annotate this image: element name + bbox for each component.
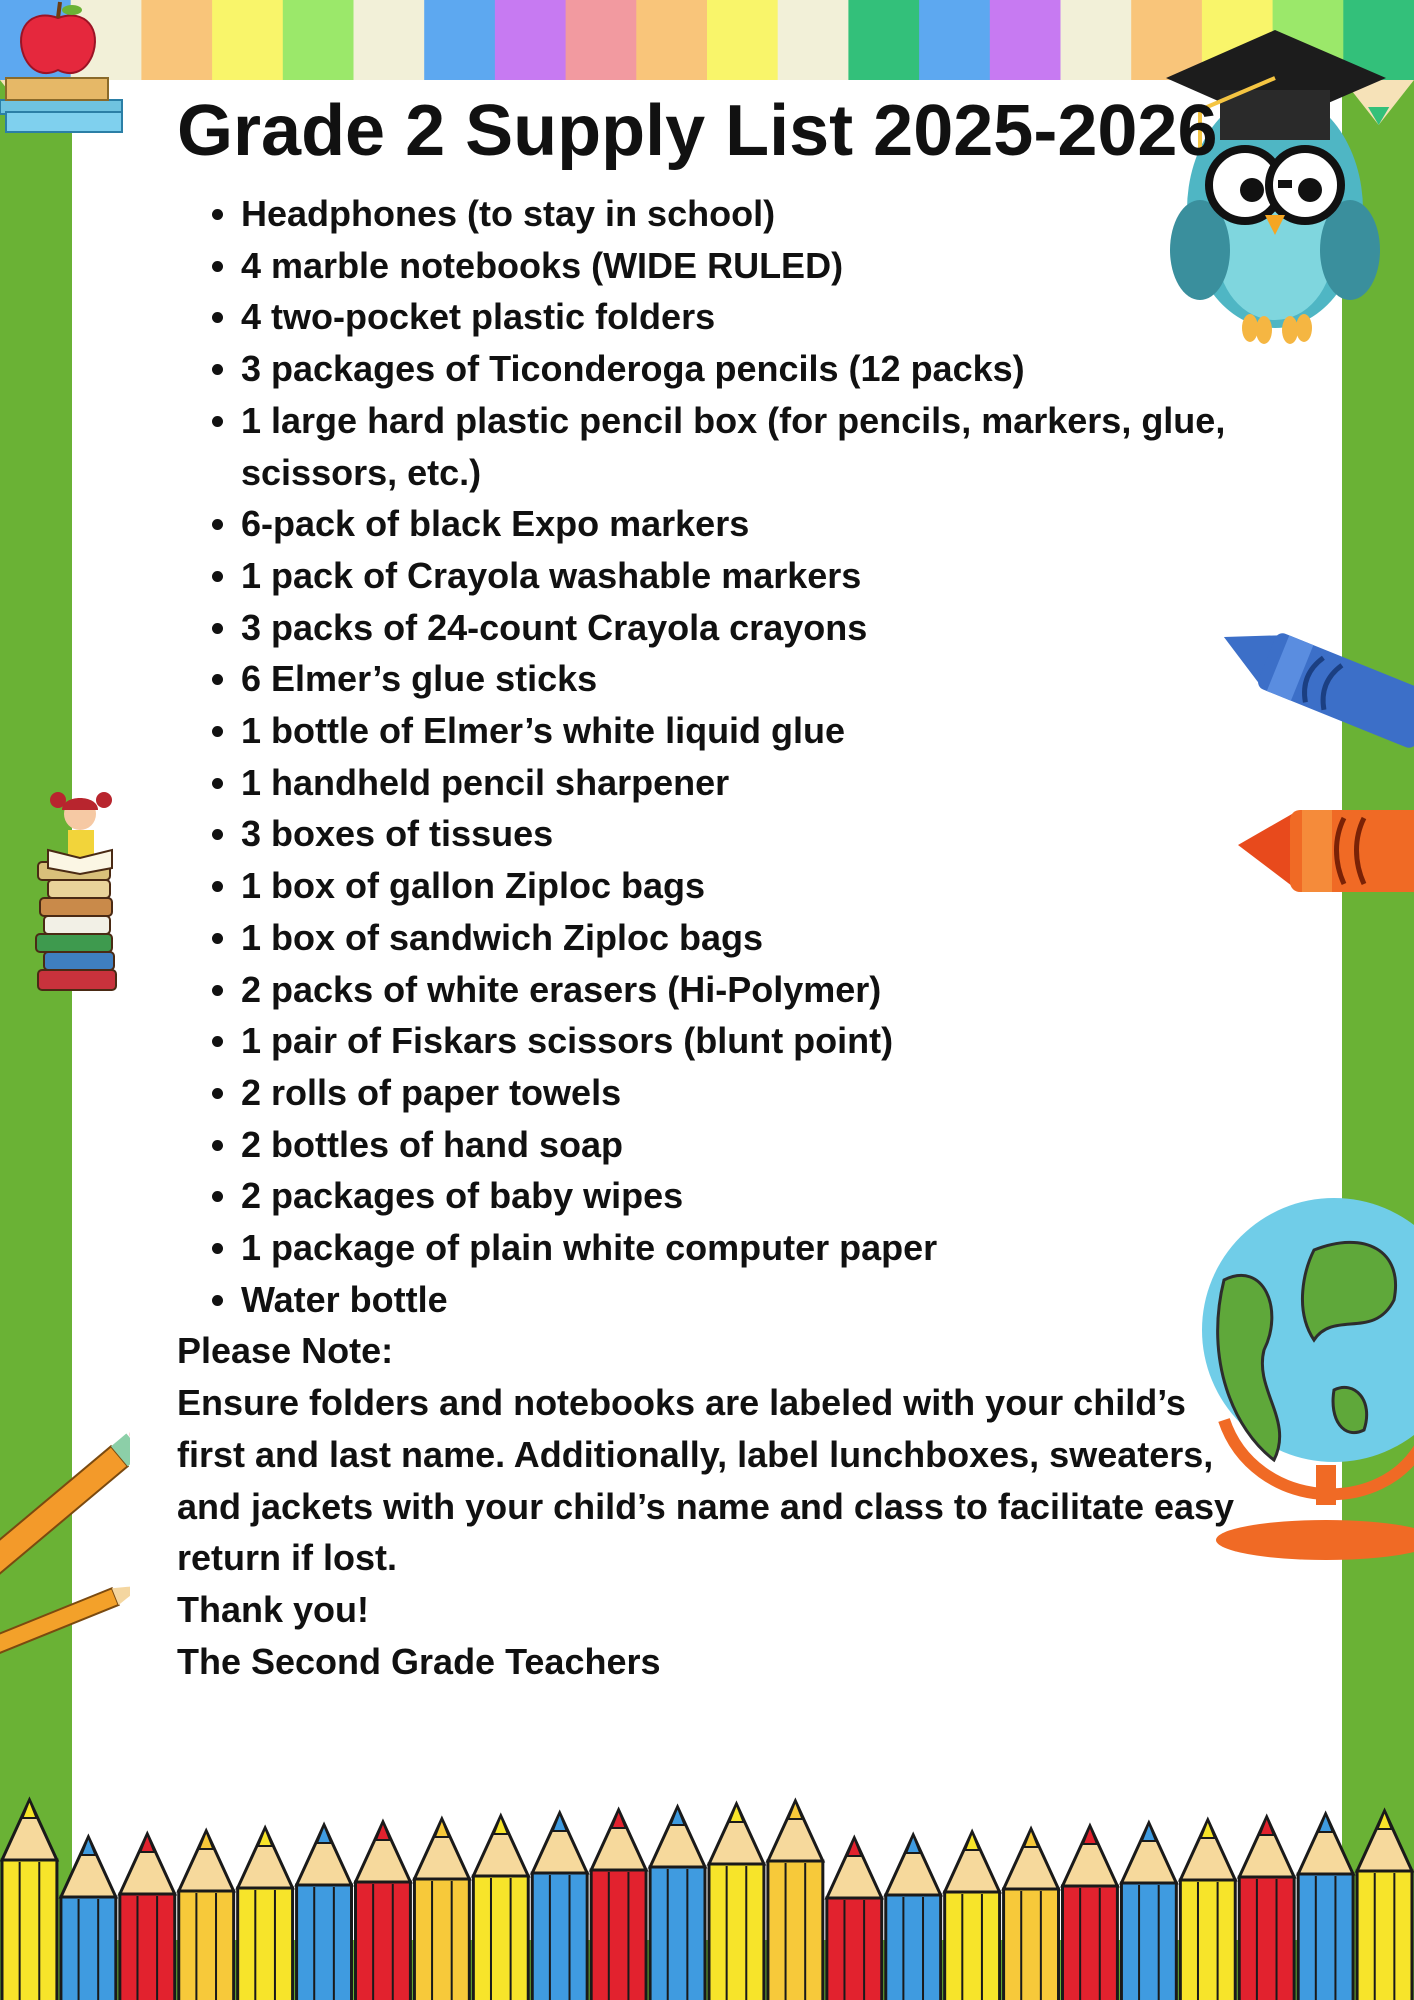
pencil-icon [0, 1420, 130, 1680]
document-content [177, 80, 1257, 1687]
list-item: • Water bottle [241, 1274, 1257, 1326]
apple-books-icon [0, 0, 130, 140]
page-title: Grade 2 Supply List 2025-2026 [177, 91, 1218, 171]
list-item: • 2 rolls of paper towels [241, 1067, 1257, 1119]
list-item: • 3 packs of 24-count Crayola crayons [241, 602, 1257, 654]
list-item: • 1 package of plain white computer paper [241, 1222, 1257, 1274]
list-item: • 1 bottle of Elmer’s white liquid glue [241, 705, 1257, 757]
list-item: • 1 pack of Crayola washable markers [241, 550, 1257, 602]
list-item: • 4 marble notebooks (WIDE RULED) [241, 240, 1257, 292]
girl-reading-books-icon [18, 780, 128, 1000]
list-item: • 3 boxes of tissues [241, 808, 1257, 860]
list-item: • 2 packages of baby wipes [241, 1170, 1257, 1222]
orange-crayon-icon [1236, 800, 1414, 910]
note-heading: Please Note: [177, 1330, 394, 1372]
list-item: • 1 box of sandwich Ziploc bags [241, 912, 1257, 964]
list-item: • 6-pack of black Expo markers [241, 498, 1257, 550]
list-item: • 2 bottles of hand soap [241, 1119, 1257, 1171]
list-item: • 1 handheld pencil sharpener [241, 757, 1257, 809]
supply-list [177, 188, 1257, 1325]
note-body: Ensure folders and notebooks are labeled with your child’s first and last name. Additionally, label lunchboxes, sweaters, and jackets with your child’s name and class to facilitate easy return if lost. [177, 1382, 1235, 1579]
thank-you-text: Thank you! [177, 1588, 370, 1630]
list-item: • 1 pair of Fiskars scissors (blunt point) [241, 1015, 1257, 1067]
colored-pencils-bottom-border [0, 1770, 1414, 2000]
list-item: • Headphones (to stay in school) [241, 188, 1257, 240]
list-item: • 1 large hard plastic pencil box (for pencils, markers, glue, scissors, etc.) [241, 395, 1257, 498]
list-item: • 2 packs of white erasers (Hi-Polymer) [241, 964, 1257, 1016]
list-item: • 1 box of gallon Ziploc bags [241, 860, 1257, 912]
list-item: • 3 packages of Ticonderoga pencils (12 packs) [241, 343, 1257, 395]
list-item: • 6 Elmer’s glue sticks [241, 653, 1257, 705]
signature: The Second Grade Teachers [177, 1640, 661, 1682]
list-item: • 4 two-pocket plastic folders [241, 291, 1257, 343]
